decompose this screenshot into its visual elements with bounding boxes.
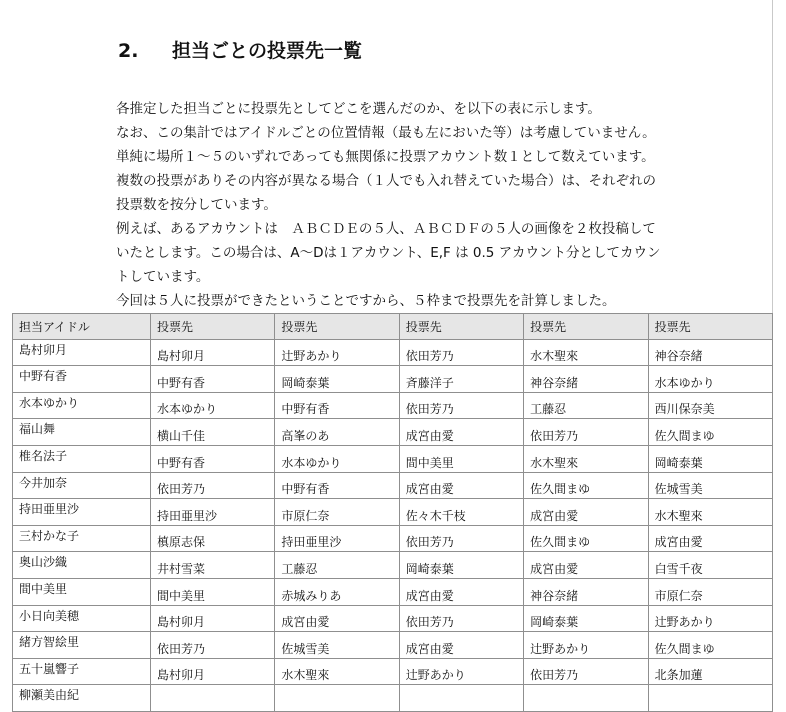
vote-target-cell: 市原仁奈 xyxy=(275,499,399,526)
vote-target-cell: 成宮由愛 xyxy=(524,552,648,579)
table-row xyxy=(13,605,773,632)
vote-target-cell xyxy=(275,685,399,712)
vote-target-cell: 水木聖來 xyxy=(648,499,772,526)
vote-target-cell: 成宮由愛 xyxy=(275,605,399,632)
vote-target-cell: 依田芳乃 xyxy=(399,605,523,632)
column-header-vote: 投票先 xyxy=(524,314,648,340)
vote-target-cell: 辻野あかり xyxy=(524,632,648,659)
vote-target-cell: 水本ゆかり xyxy=(648,366,772,393)
vote-target-cell: 赤城みりあ xyxy=(275,578,399,605)
vote-target-cell: 島村卯月 xyxy=(151,605,275,632)
vote-target-cell: 佐久間まゆ xyxy=(524,525,648,552)
vote-target-cell: 横山千佳 xyxy=(151,419,275,446)
column-header-vote: 投票先 xyxy=(648,314,772,340)
vote-target-cell: 高峯のあ xyxy=(275,419,399,446)
paragraph-line: 各推定した担当ごとに投票先としてどこを選んだのか、を以下の表に示します。 xyxy=(116,101,601,117)
paragraph-line: 複数の投票がありその内容が異なる場合（１人でも入れ替えていた場合）は、それぞれの xyxy=(116,173,656,189)
vote-target-cell xyxy=(399,685,523,712)
table-row xyxy=(13,419,773,446)
vote-target-cell: 佐久間まゆ xyxy=(648,419,772,446)
table-row xyxy=(13,499,773,526)
table-row xyxy=(13,632,773,659)
idol-name-cell: 三村かな子 xyxy=(13,525,151,552)
vote-target-cell: 水木聖來 xyxy=(524,445,648,472)
section-heading xyxy=(118,36,362,63)
vote-target-cell: 神谷奈緒 xyxy=(524,578,648,605)
vote-target-cell: 中野有香 xyxy=(275,472,399,499)
vote-target-cell: 西川保奈美 xyxy=(648,392,772,419)
vote-target-cell: 中野有香 xyxy=(151,445,275,472)
vote-target-cell: 依田芳乃 xyxy=(151,632,275,659)
vote-target-cell: 佐城雪美 xyxy=(648,472,772,499)
column-header-vote: 投票先 xyxy=(151,314,275,340)
vote-target-cell: 依田芳乃 xyxy=(399,339,523,366)
vote-target-cell: 辻野あかり xyxy=(275,339,399,366)
vote-target-cell: 島村卯月 xyxy=(151,658,275,685)
paragraph-line: 単純に場所１～５のいずれであっても無関係に投票アカウント数１として数えています。 xyxy=(116,149,655,165)
idol-name-cell: 今井加奈 xyxy=(13,472,151,499)
table-header-row xyxy=(13,314,773,340)
vote-target-cell: 北条加蓮 xyxy=(648,658,772,685)
paragraph-line: トしています。 xyxy=(116,269,210,285)
idol-name-cell: 奥山沙織 xyxy=(13,552,151,579)
paragraph-line: 今回は５人に投票ができたということですから、５枠まで投票先を計算しました。 xyxy=(116,293,616,309)
vote-target-cell: 白雪千夜 xyxy=(648,552,772,579)
paragraph-line: いたとします。この場合は、A～Dは１アカウント、E,F は 0.5 アカウント分としてカウン xyxy=(116,245,661,261)
vote-target-cell: 斉藤洋子 xyxy=(399,366,523,393)
table-row xyxy=(13,339,773,366)
vote-target-cell: 岡崎泰葉 xyxy=(399,552,523,579)
vote-target-cell: 成宮由愛 xyxy=(399,578,523,605)
vote-target-cell: 神谷奈緒 xyxy=(648,339,772,366)
vote-table xyxy=(12,313,773,712)
vote-target-cell: 水木聖來 xyxy=(524,339,648,366)
vote-target-cell: 間中美里 xyxy=(151,578,275,605)
vote-target-cell: 成宮由愛 xyxy=(399,472,523,499)
idol-name-cell: 椎名法子 xyxy=(13,445,151,472)
vote-target-cell xyxy=(648,685,772,712)
table-row xyxy=(13,685,773,712)
vote-target-cell: 成宮由愛 xyxy=(648,525,772,552)
vote-target-cell: 成宮由愛 xyxy=(399,419,523,446)
explanation-paragraph xyxy=(116,97,706,313)
section-number: 2. xyxy=(118,40,139,62)
vote-target-cell: 中野有香 xyxy=(275,392,399,419)
vote-target-cell: 依田芳乃 xyxy=(399,525,523,552)
table-row xyxy=(13,658,773,685)
vote-target-cell: 成宮由愛 xyxy=(399,632,523,659)
table-row xyxy=(13,445,773,472)
vote-target-cell: 水本ゆかり xyxy=(151,392,275,419)
vote-target-cell: 岡崎泰葉 xyxy=(524,605,648,632)
vote-target-cell: 水木聖來 xyxy=(275,658,399,685)
column-header-vote: 投票先 xyxy=(399,314,523,340)
vote-target-cell xyxy=(524,685,648,712)
vote-target-cell: 成宮由愛 xyxy=(524,499,648,526)
vote-target-cell: 依田芳乃 xyxy=(151,472,275,499)
table-row xyxy=(13,525,773,552)
column-header-idol: 担当アイドル xyxy=(13,314,151,340)
table-row xyxy=(13,366,773,393)
vote-target-cell: 工藤忍 xyxy=(275,552,399,579)
vote-target-cell: 工藤忍 xyxy=(524,392,648,419)
vote-target-cell: 持田亜里沙 xyxy=(275,525,399,552)
idol-name-cell: 小日向美穂 xyxy=(13,605,151,632)
vote-target-cell: 依田芳乃 xyxy=(399,392,523,419)
idol-name-cell: 島村卯月 xyxy=(13,339,151,366)
vote-target-cell: 井村雪菜 xyxy=(151,552,275,579)
vote-target-cell xyxy=(151,685,275,712)
idol-name-cell: 柳瀬美由紀 xyxy=(13,685,151,712)
idol-name-cell: 中野有香 xyxy=(13,366,151,393)
vote-target-cell: 槙原志保 xyxy=(151,525,275,552)
paragraph-line: 例えば、あるアカウントは ＡＢＣＤＥの５人、ＡＢＣＤＦの５人の画像を２枚投稿して xyxy=(116,221,656,237)
vote-target-cell: 依田芳乃 xyxy=(524,419,648,446)
vote-target-cell: 佐々木千枝 xyxy=(399,499,523,526)
vote-target-cell: 辻野あかり xyxy=(648,605,772,632)
idol-name-cell: 水本ゆかり xyxy=(13,392,151,419)
table-row xyxy=(13,552,773,579)
idol-name-cell: 福山舞 xyxy=(13,419,151,446)
vote-target-cell: 佐城雪美 xyxy=(275,632,399,659)
paragraph-line: 投票数を按分しています。 xyxy=(116,197,277,213)
vote-target-cell: 神谷奈緒 xyxy=(524,366,648,393)
vote-target-cell: 佐久間まゆ xyxy=(524,472,648,499)
table-row xyxy=(13,472,773,499)
vote-target-cell: 間中美里 xyxy=(399,445,523,472)
table-body xyxy=(13,339,773,711)
idol-name-cell: 持田亜里沙 xyxy=(13,499,151,526)
paragraph-line: なお、この集計ではアイドルごとの位置情報（最も左においた等）は考慮していません。 xyxy=(116,125,656,141)
table-row xyxy=(13,578,773,605)
vote-target-cell: 島村卯月 xyxy=(151,339,275,366)
vote-target-cell: 岡崎泰葉 xyxy=(648,445,772,472)
vote-target-cell: 持田亜里沙 xyxy=(151,499,275,526)
vote-target-cell: 辻野あかり xyxy=(399,658,523,685)
idol-name-cell: 五十嵐響子 xyxy=(13,658,151,685)
vote-target-cell: 岡崎泰葉 xyxy=(275,366,399,393)
section-title: 担当ごとの投票先一覧 xyxy=(172,40,363,62)
vote-target-cell: 市原仁奈 xyxy=(648,578,772,605)
column-header-vote: 投票先 xyxy=(275,314,399,340)
idol-name-cell: 緒方智絵里 xyxy=(13,632,151,659)
vote-target-cell: 水本ゆかり xyxy=(275,445,399,472)
vote-target-cell: 佐久間まゆ xyxy=(648,632,772,659)
vote-target-cell: 依田芳乃 xyxy=(524,658,648,685)
table-row xyxy=(13,392,773,419)
vote-target-cell: 中野有香 xyxy=(151,366,275,393)
idol-name-cell: 間中美里 xyxy=(13,578,151,605)
